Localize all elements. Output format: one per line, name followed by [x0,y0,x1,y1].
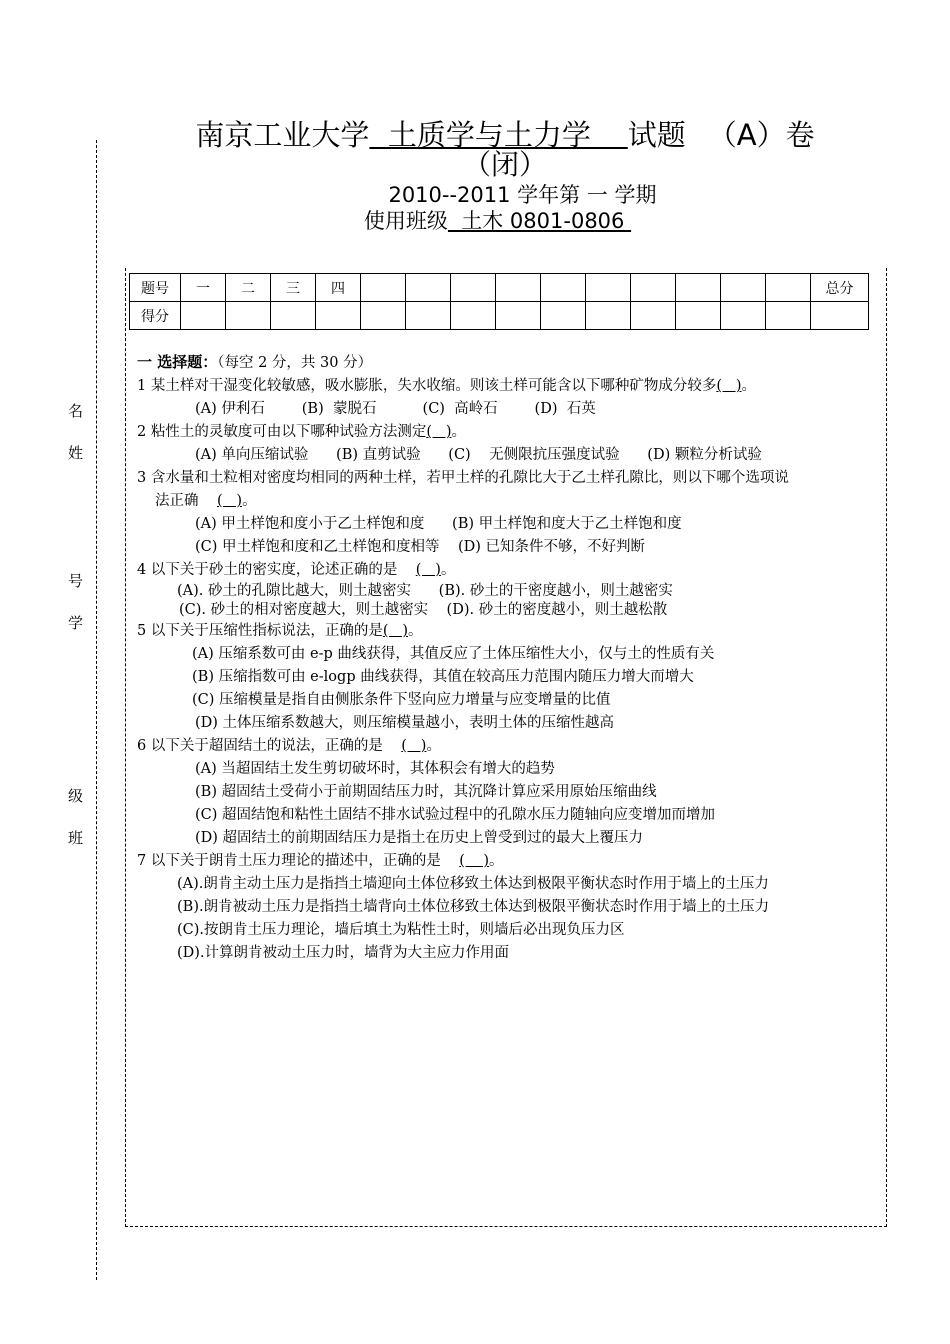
question-5-option-d: (D) 土体压缩系数越大，则压缩模量越小，表明土体的压缩性越高 [195,715,615,731]
class-char-2: 班 [68,829,84,847]
question-6-option-a: (A) 当超固结土发生剪切破坏时，其体积会有增大的趋势 [195,761,555,777]
question-6 [137,735,882,758]
question-2 [137,421,882,444]
question-tail: 。 [242,493,257,509]
id-char-1: 号 [68,572,84,590]
section-score-note: （每空 2 分，共 30 分） [217,355,373,371]
total-score-cell[interactable] [811,302,869,330]
answer-blank[interactable]: ( ) [426,424,452,440]
score-cell[interactable] [496,302,541,330]
question-4-options-cd: (C). 砂土的相对密度越大，则土越密实 (D). 砂土的密度越小，则土越松散 [179,602,668,618]
multiple-choice-section [137,351,882,965]
academic-term: 2010--2011 学年第 一 学期 [388,183,657,207]
table-cell: 三 [271,274,316,302]
question-1-options: (A) 伊利石 (B) 蒙脱石 (C) 高岭石 (D) 石英 [195,401,596,417]
question-tail: 。 [440,562,456,578]
section-title: 一 选择题： [137,353,218,371]
question-stem: 1 某土样对干湿变化较敏感，吸水膨胀，失水收缩。则该土样可能含以下哪种矿物成分较多 [137,378,717,394]
paper-type: （A）卷 [707,118,815,152]
score-cell[interactable] [181,302,226,330]
class-label: 使用班级 [363,209,448,233]
score-cell[interactable] [586,302,631,330]
score-cell[interactable] [316,302,361,330]
table-cell [676,274,721,302]
score-cell[interactable] [406,302,451,330]
score-cell[interactable] [721,302,766,330]
question-3-options-ab: (A) 甲土样饱和度小于乙土样饱和度 (B) 甲土样饱和度大于乙土样饱和度 [195,516,682,532]
class-field-label [68,775,86,859]
question-stem: 7 以下关于朗肯土压力理论的描述中，正确的是 [137,853,460,869]
question-7-option-c: (C).按朗肯土压力理论，墙后填土为粘性土时，则墙后必出现负压力区 [177,922,625,938]
question-stem: 4 以下关于砂土的密实度，论述正确的是 [137,562,416,578]
score-cell[interactable] [361,302,406,330]
question-3-options-cd: (C) 甲土样饱和度和乙土样饱和度相等 (D) 已知条件不够，不好判断 [195,539,646,555]
name-char-1: 名 [68,402,84,420]
question-7-option-b: (B).朗肯被动土压力是指挡土墙背向土体位移致土体达到极限平衡状态时作用于墙上的土压力 [177,899,770,915]
question-7 [137,850,882,873]
table-cell: 一 [181,274,226,302]
question-6-option-c: (C) 超固结饱和粘性土固结不排水试验过程中的孔隙水压力随轴向应变增加而增加 [195,807,716,823]
question-5-option-a: (A) 压缩系数可由 e-p 曲线获得，其值反应了土体压缩性大小，仅与土的性质有关 [192,646,715,662]
table-cell [766,274,811,302]
question-4 [137,559,882,582]
section-heading [137,351,882,375]
question-5 [137,620,882,643]
student-id-field-label [68,560,86,644]
question-tail: 。 [489,853,504,869]
score-cell[interactable] [766,302,811,330]
question-6-option-d: (D) 超固结土的前期固结压力是指土在历史上曾受到过的最大上覆压力 [195,830,644,846]
university-name: 南京工业大学 [195,118,370,152]
question-stem: 2 粘性土的灵敏度可由以下哪种试验方法测定 [137,424,427,440]
table-cell: 四 [316,274,361,302]
question-5-option-b: (B) 压缩指数可由 e-logp 曲线获得，其值在较高压力范围内随压力增大而增大 [192,669,694,685]
class-line [0,207,950,235]
answer-blank[interactable]: ( ) [401,738,427,754]
table-cell [406,274,451,302]
table-cell [631,274,676,302]
name-char-2: 姓 [68,444,84,462]
question-5-option-c: (C) 压缩模量是指自由侧胀条件下竖向应力增量与应变增量的比值 [192,692,611,708]
table-cell: 得分 [130,302,181,330]
class-value: 土木 0801-0806 [447,209,632,233]
answer-blank[interactable]: ( ) [382,623,408,639]
table-cell [451,274,496,302]
table-cell [496,274,541,302]
question-tail: 。 [741,378,756,394]
question-6-option-b: (B) 超固结土受荷小于前期固结压力时，其沉降计算应采用原始压缩曲线 [195,784,657,800]
answer-blank[interactable]: ( ) [216,493,243,509]
question-number-row [130,274,869,302]
binding-line [96,140,97,1280]
question-stem: 法正确 [155,493,217,509]
question-tail: 。 [426,738,441,754]
score-cell[interactable] [631,302,676,330]
answer-blank[interactable]: ( ) [716,378,742,394]
question-4-options-ab: (A). 砂土的孔隙比越大，则土越密实 (B). 砂土的干密度越小，则土越密实 [177,583,673,599]
course-name: 土质学与土力学 [369,118,628,152]
question-stem: 6 以下关于超固结土的说法，正确的是 [137,738,402,754]
table-cell: 题号 [130,274,181,302]
id-char-2: 学 [68,614,84,632]
table-cell [361,274,406,302]
score-table [129,273,869,330]
table-cell [586,274,631,302]
table-cell: 二 [226,274,271,302]
question-tail: 。 [451,424,466,440]
score-cell[interactable] [271,302,316,330]
table-cell [541,274,586,302]
question-1 [137,375,882,398]
closed-book-note: （闭） [462,148,547,181]
question-3: 3 含水量和土粒相对密度均相同的两种土样，若甲土样的孔隙比大于乙土样孔隙比，则以下哪个选项说 [137,470,789,486]
class-char-1: 级 [68,787,84,805]
score-cell[interactable] [451,302,496,330]
answer-blank[interactable]: ( ) [459,853,490,869]
answer-blank[interactable]: ( ) [415,562,441,578]
table-cell [721,274,766,302]
name-field-label [68,390,86,474]
question-7-option-a: (A).朗肯主动土压力是指挡土墙迎向土体位移致土体达到极限平衡状态时作用于墙上的土压力 [177,876,769,892]
question-stem: 5 以下关于压缩性指标说法，正确的是 [137,623,383,639]
table-cell: 总分 [811,274,869,302]
question-7-option-d: (D).计算朗肯被动土压力时，墙背为大主应力作用面 [177,945,510,961]
score-cell[interactable] [541,302,586,330]
question-2-options: (A) 单向压缩试验 (B) 直剪试验 (C) 无侧限抗压强度试验 (D) 颗粒分析试验 [195,447,762,463]
score-cell[interactable] [676,302,721,330]
question-3-continued [137,490,882,513]
question-tail: 。 [408,623,423,639]
score-row [130,302,869,330]
exam-word: 试题 [627,118,686,152]
score-cell[interactable] [226,302,271,330]
